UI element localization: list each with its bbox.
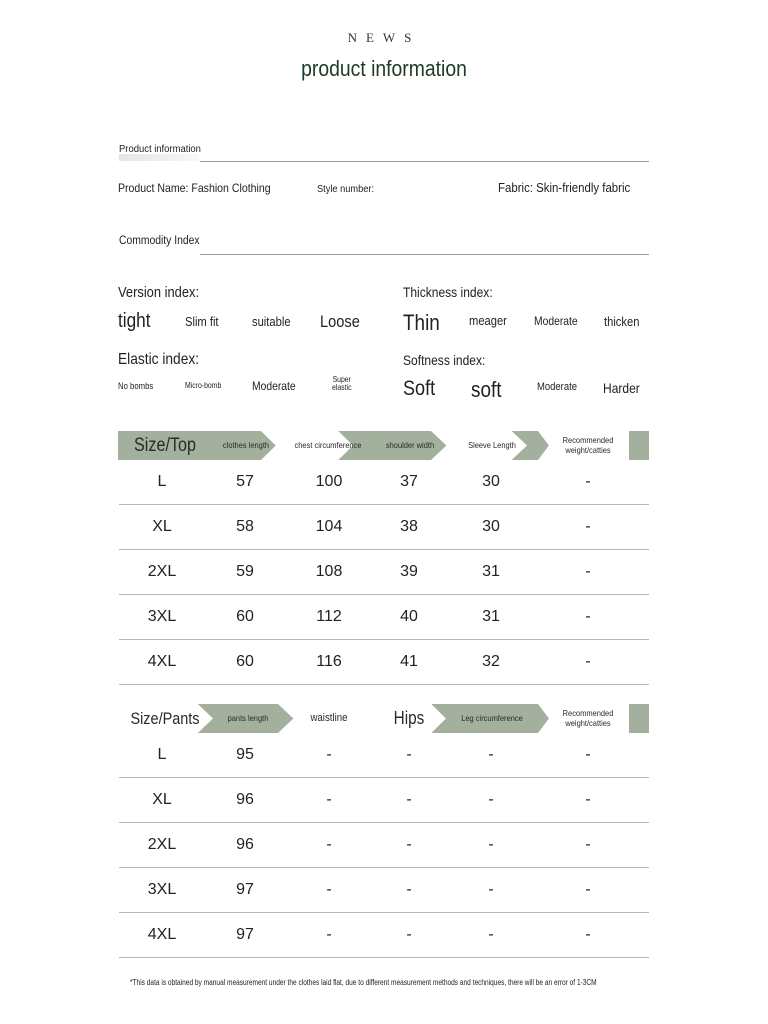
- size-cell: 4XL: [147, 926, 177, 943]
- table-row: [119, 778, 649, 823]
- softness-option: soft: [471, 377, 502, 402]
- table-cell: 30: [482, 473, 500, 490]
- thickness-option: Moderate: [534, 314, 578, 328]
- table-cell: -: [326, 746, 332, 763]
- table-cell: -: [326, 836, 332, 853]
- style-number: Style number:: [317, 183, 375, 195]
- table-cell: -: [326, 881, 332, 898]
- table-cell: -: [585, 563, 591, 580]
- softness-option: Moderate: [537, 381, 577, 393]
- table-cell: -: [585, 791, 591, 808]
- softness-index-title: Softness index:: [403, 352, 486, 368]
- size-cell: 4XL: [147, 653, 177, 670]
- table-cell: -: [488, 746, 494, 763]
- table-cell: -: [488, 791, 494, 808]
- table-header-cell: chest circumference: [294, 439, 362, 450]
- table-header-cell: Hips: [393, 708, 425, 729]
- table-cell: 37: [400, 473, 418, 490]
- table-header-cell: waistline: [310, 712, 348, 725]
- table-cell: 57: [236, 473, 254, 490]
- elastic-option: Micro-bomb: [185, 381, 222, 390]
- table-cell: -: [488, 881, 494, 898]
- table-row: [119, 640, 649, 685]
- page-title: product information: [301, 56, 467, 81]
- table-cell: 95: [236, 746, 254, 763]
- elastic-index-title: Elastic index:: [118, 351, 200, 368]
- table-header-cell: Size/Pants: [130, 708, 200, 728]
- table-header-cell: Recommended weight/catties: [562, 707, 614, 728]
- elastic-option: Super elastic: [332, 375, 352, 393]
- table-cell: -: [585, 608, 591, 625]
- section-divider: [200, 254, 649, 255]
- version-index-title: Version index:: [118, 284, 200, 301]
- table-cell: -: [585, 653, 591, 670]
- table-header-cell: Size/Top: [134, 434, 196, 456]
- size-cell: 2XL: [147, 563, 177, 580]
- table-cell: -: [585, 836, 591, 853]
- size-cell: 2XL: [147, 836, 177, 853]
- size-cell: 3XL: [147, 608, 177, 625]
- elastic-option: Moderate: [252, 379, 296, 393]
- table-cell: 41: [400, 653, 418, 670]
- table-cell: 97: [236, 881, 254, 898]
- table-cell: -: [585, 746, 591, 763]
- version-option: Slim fit: [185, 314, 219, 329]
- table-row: [119, 595, 649, 640]
- table-cell: -: [406, 926, 412, 943]
- thickness-index-title: Thickness index:: [403, 284, 493, 300]
- table-cell: 31: [482, 563, 500, 580]
- size-cell: 3XL: [147, 881, 177, 898]
- table-cell: 112: [316, 608, 342, 625]
- version-option: Loose: [320, 312, 360, 331]
- table-header-cell: clothes length: [222, 439, 270, 450]
- table-row: [119, 460, 649, 505]
- softness-option: Soft: [403, 377, 436, 400]
- table-cell: -: [585, 473, 591, 490]
- table-header-cell: Leg circumference: [461, 712, 523, 723]
- table-cell: 40: [400, 608, 418, 625]
- table-cell: -: [406, 836, 412, 853]
- table-cell: -: [585, 926, 591, 943]
- table-cell: 38: [400, 518, 418, 535]
- top-table-header: [118, 431, 649, 460]
- table-cell: -: [585, 518, 591, 535]
- table-cell: 104: [315, 518, 343, 535]
- version-option: suitable: [252, 314, 291, 329]
- table-header-cell: pants length: [227, 712, 269, 723]
- table-row: [119, 868, 649, 913]
- measurement-footnote: *This data is obtained by manual measurement under the clothes laid flat, due to different measurement methods and techniques, there will be an error of 1-3CM: [130, 978, 597, 987]
- table-row: [119, 550, 649, 595]
- table-row: [119, 823, 649, 868]
- table-row: [119, 733, 649, 778]
- thickness-option: thicken: [604, 314, 640, 329]
- table-cell: 100: [315, 473, 343, 490]
- table-cell: 60: [236, 608, 254, 625]
- table-cell: 116: [316, 653, 342, 670]
- table-cell: -: [406, 881, 412, 898]
- version-option: tight: [118, 310, 151, 332]
- table-cell: 32: [482, 653, 500, 670]
- pants-table-header: [118, 704, 649, 733]
- thickness-option: meager: [469, 313, 507, 328]
- table-header-cell: shoulder width: [385, 439, 435, 450]
- product-name: Product Name: Fashion Clothing: [118, 181, 271, 195]
- table-cell: -: [488, 836, 494, 853]
- section-divider: [200, 161, 649, 162]
- size-cell: L: [157, 746, 167, 763]
- size-cell: L: [157, 473, 167, 490]
- thickness-option: Thin: [403, 310, 440, 335]
- table-cell: 96: [236, 836, 254, 853]
- product-info-label: Product information: [119, 143, 201, 155]
- table-cell: 108: [315, 563, 343, 580]
- size-cell: XL: [152, 791, 172, 808]
- table-cell: -: [585, 881, 591, 898]
- table-cell: 30: [482, 518, 500, 535]
- table-header-cell: Recommended weight/catties: [562, 434, 614, 455]
- commodity-index-label: Commodity Index: [119, 235, 200, 247]
- table-cell: -: [326, 791, 332, 808]
- table-cell: 97: [236, 926, 254, 943]
- table-cell: 58: [236, 518, 254, 535]
- table-cell: -: [326, 926, 332, 943]
- table-cell: -: [488, 926, 494, 943]
- size-cell: XL: [152, 518, 172, 535]
- table-cell: -: [406, 791, 412, 808]
- table-cell: 31: [482, 608, 500, 625]
- table-cell: 96: [236, 791, 254, 808]
- table-row: [119, 913, 649, 958]
- table-cell: 39: [400, 563, 418, 580]
- section-shade: [119, 154, 199, 161]
- table-cell: 59: [236, 563, 254, 580]
- elastic-option: No bombs: [118, 381, 154, 391]
- news-label: NEWS: [347, 30, 421, 45]
- softness-option: Harder: [603, 380, 640, 396]
- table-header-cell: Sleeve Length: [468, 439, 516, 450]
- table-cell: 60: [236, 653, 254, 670]
- table-row: [119, 505, 649, 550]
- fabric-info: Fabric: Skin-friendly fabric: [498, 180, 631, 195]
- table-cell: -: [406, 746, 412, 763]
